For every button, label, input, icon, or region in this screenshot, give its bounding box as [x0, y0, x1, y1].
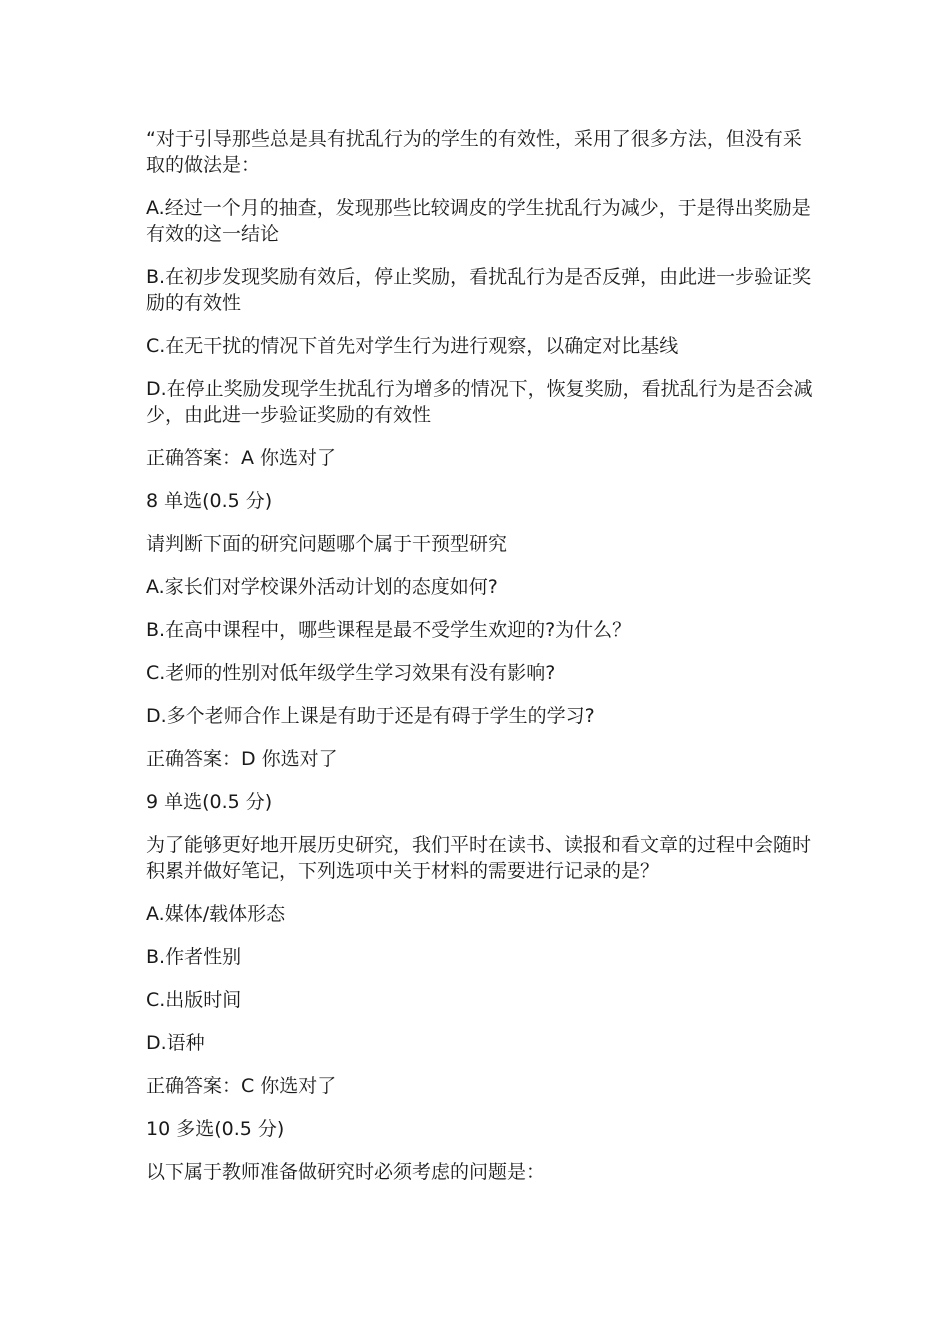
- question-header: 8 单选(0.5 分): [146, 490, 273, 512]
- question-stem: 为了能够更好地开展历史研究，我们平时在读书、读报和看文章的过程中会随时积累并做好笔记，下列选项中关于材料的需要进行记录的是？: [146, 834, 812, 882]
- option-c: C.在无干扰的情况下首先对学生行为进行观察，以确定对比基线: [146, 335, 679, 357]
- option-c: C.老师的性别对低年级学生学习效果有没有影响?: [146, 662, 556, 684]
- question-stem: 以下属于教师准备做研究时必须考虑的问题是：: [146, 1161, 546, 1183]
- option-d: D.语种: [146, 1032, 205, 1054]
- question-header: 9 单选(0.5 分): [146, 791, 273, 813]
- answer-line: 正确答案：A 你选对了: [146, 447, 337, 469]
- option-b: B.在初步发现奖励有效后，停止奖励，看扰乱行为是否反弹，由此进一步验证奖励的有效性: [146, 266, 812, 314]
- answer-line: 正确答案：D 你选对了: [146, 748, 338, 770]
- option-b: B.在高中课程中，哪些课程是最不受学生欢迎的?为什么？: [146, 619, 632, 641]
- question-stem: “对于引导那些总是具有扰乱行为的学生的有效性，采用了很多方法，但没有采取的做法是：: [146, 128, 802, 176]
- option-d: D.多个老师合作上课是有助于还是有碍于学生的学习?: [146, 705, 595, 727]
- document-body: [146, 126, 814, 1202]
- answer-line: 正确答案：C 你选对了: [146, 1075, 337, 1097]
- option-a: A.经过一个月的抽查，发现那些比较调皮的学生扰乱行为减少，于是得出奖励是有效的这一结论: [146, 197, 811, 245]
- question-stem: 请判断下面的研究问题哪个属于干预型研究: [146, 533, 508, 555]
- option-a: A.家长们对学校课外活动计划的态度如何?: [146, 576, 498, 598]
- option-b: B.作者性别: [146, 946, 242, 968]
- option-a: A.媒体/载体形态: [146, 903, 286, 925]
- option-c: C.出版时间: [146, 989, 242, 1011]
- option-d: D.在停止奖励发现学生扰乱行为增多的情况下，恢复奖励，看扰乱行为是否会减少，由此进一步验证奖励的有效性: [146, 378, 813, 426]
- question-header: 10 多选(0.5 分): [146, 1118, 285, 1140]
